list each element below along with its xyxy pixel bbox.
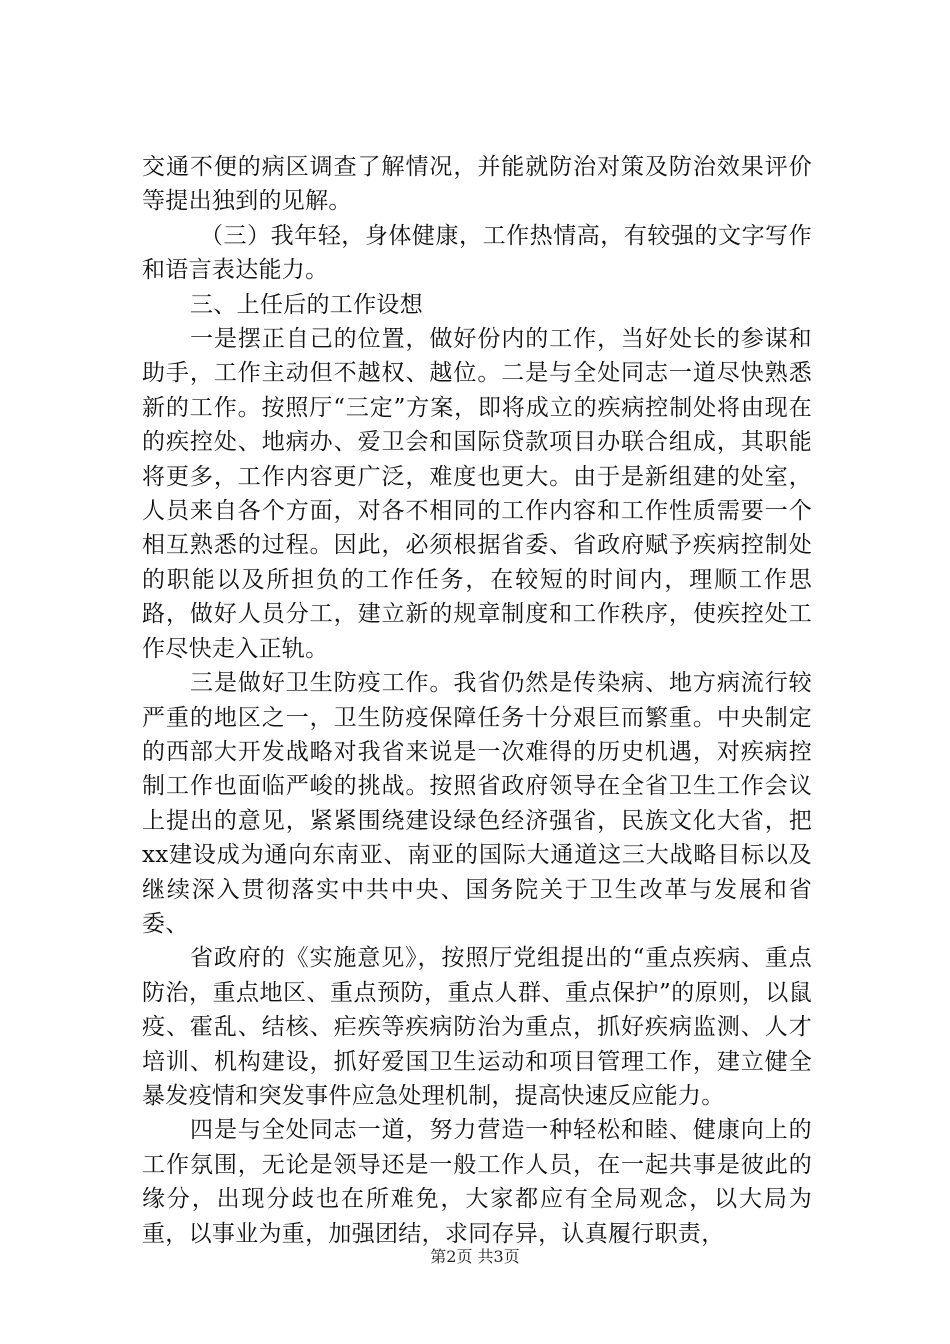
paragraph-plan-three: 三是做好卫生防疫工作。我省仍然是传染病、地方病流行较严重的地区之一，卫生防疫保障任务十分艰巨而繁重。中央制定的西部大开发战略对我省来说是一次难得的历史机遇，对疾病控制工作也面临严峻的挑战。按照省政府领导在全省卫生工作会议上提出的意见，紧紧围绕建设绿色经济强省，民族文化大省，把xx建设成为通向东南亚、南亚的国际大通道这三大战略目标以及继续深入贯彻落实中共中央、国务院关于卫生改革与发展和省委、	[142, 670, 812, 937]
paragraph-plan-one-two: 一是摆正自己的位置，做好份内的工作，当好处长的参谋和助手，工作主动但不越权、越位。二是与全处同志一道尽快熟悉新的工作。按照厅“三定”方案，即将成立的疾病控制处将由现在的疾控处、地病办、爱卫会和国际贷款项目办联合组成，其职能将更多，工作内容更广泛，难度也更大。由于是新组建的处室，人员来自各个方面，对各不相同的工作内容和工作性质需要一个相互熟悉的过程。因此，必须根据省委、省政府赋予疾病控制处的职能以及所担负的工作任务，在较短的时间内，理顺工作思路，做好人员分工，建立新的规章制度和工作秩序，使疾控处工作尽快走入正轨。	[142, 326, 812, 662]
section-heading: 三、上任后的工作设想	[190, 291, 423, 318]
page-number-footer: 第2页 共3页	[430, 1247, 520, 1266]
paragraph-implementation: 省政府的《实施意见》，按照厅党组提出的“重点疾病、重点防治，重点地区、重点预防，重点人群、重点保护”的原则，以鼠疫、霍乱、结核、疟疾等疾病防治为重点，抓好疾病监测、人才培训、机构建设，抓好爱国卫生运动和项目管理工作，建立健全暴发疫情和突发事件应急处理机制，提高快速反应能力。	[142, 945, 812, 1109]
document-body	[142, 150, 812, 1251]
paragraph-continuation: 交通不便的病区调查了解情况，并能就防治对策及防治效果评价等提出独到的见解。	[142, 154, 812, 215]
paragraph-plan-four: 四是与全处同志一道，努力营造一种轻松和睦、健康向上的工作氛围，无论是领导还是一般工作人员，在一起共事是彼此的缘分，出现分歧也在所难免，大家都应有全局观念，以大局为重，以事业为重，加强团结，求同存异，认真履行职责，	[142, 1117, 812, 1247]
paragraph-point-three: （三）我年轻，身体健康，工作热情高，有较强的文字写作和语言表达能力。	[142, 222, 812, 284]
